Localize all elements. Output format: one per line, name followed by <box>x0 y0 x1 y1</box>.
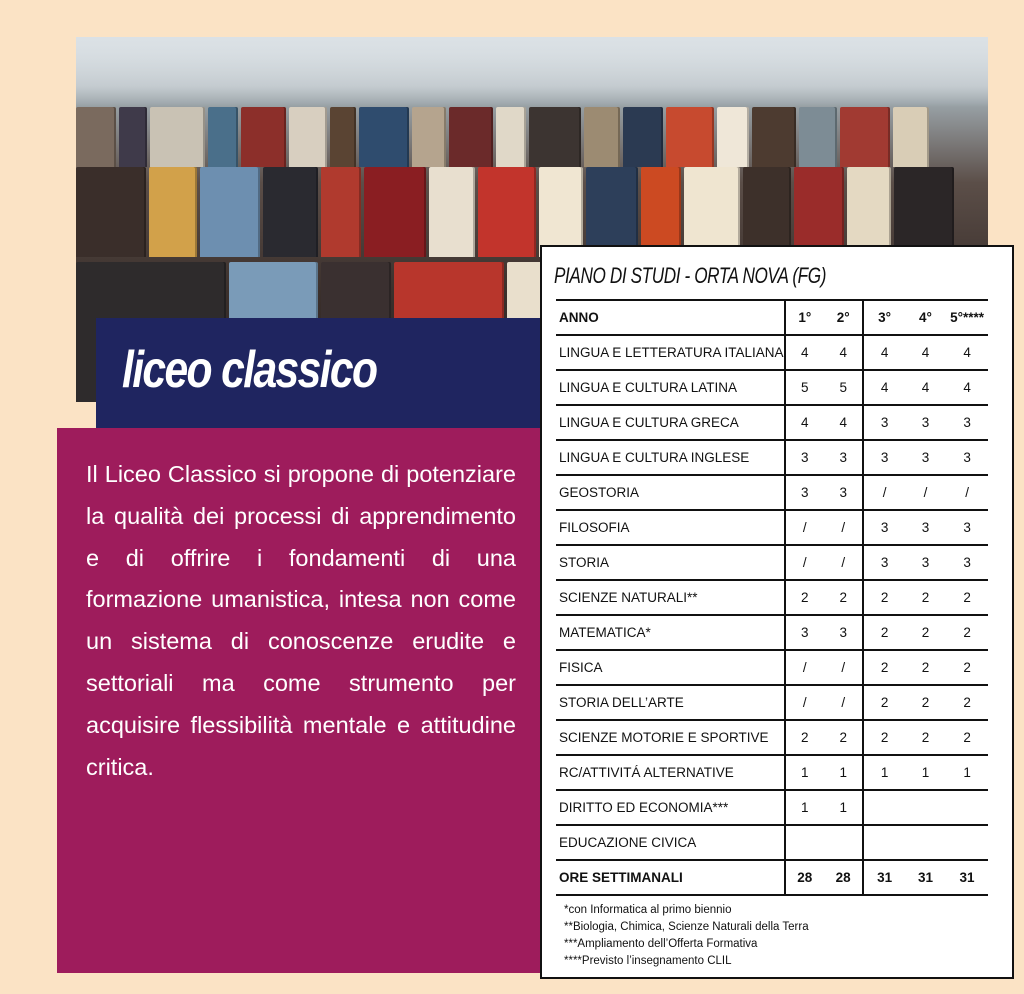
table-row <box>556 405 988 440</box>
total-cell: 31 <box>905 860 946 895</box>
subject-cell: STORIA DELL’ARTE <box>556 685 785 720</box>
total-row <box>556 860 988 895</box>
header-cell: ANNO <box>556 300 785 335</box>
total-cell: 31 <box>946 860 988 895</box>
photo-top-fade <box>76 37 988 107</box>
hours-cell: 4 <box>824 335 863 370</box>
hours-cell: 4 <box>863 370 904 405</box>
table-header-row <box>556 300 988 335</box>
table-row <box>556 440 988 475</box>
study-plan-title: PIANO DI STUDI - ORTA NOVA (FG) <box>554 263 827 288</box>
hours-cell: 2 <box>863 650 904 685</box>
subject-cell: LINGUA E CULTURA GRECA <box>556 405 785 440</box>
hours-cell: 3 <box>946 440 988 475</box>
hours-cell: 3 <box>905 440 946 475</box>
hours-cell: 1 <box>785 755 824 790</box>
header-cell: 1° <box>785 300 824 335</box>
total-cell: 31 <box>863 860 904 895</box>
table-row <box>556 615 988 650</box>
subject-cell: LINGUA E CULTURA INGLESE <box>556 440 785 475</box>
hours-cell: 3 <box>863 405 904 440</box>
hours-cell: 4 <box>946 335 988 370</box>
hours-cell: 4 <box>863 335 904 370</box>
hours-cell: 4 <box>824 405 863 440</box>
subject-cell: LINGUA E CULTURA LATINA <box>556 370 785 405</box>
table-row <box>556 335 988 370</box>
hours-cell: 2 <box>946 650 988 685</box>
hours-cell: 2 <box>785 720 824 755</box>
hours-cell: 3 <box>863 545 904 580</box>
hours-cell: 3 <box>905 405 946 440</box>
hours-cell: 1 <box>905 755 946 790</box>
description-text: Il Liceo Classico si propone di potenziare la qualità dei processi di apprendimento e di offrire i fondamenti di una formazione umanistica, intesa non come un sistema di conoscenze erudite e settoriali ma come strumento per acquisire flessibilità mentale e attitudine critica. <box>86 461 516 780</box>
hours-cell: 1 <box>863 755 904 790</box>
subject-cell: STORIA <box>556 545 785 580</box>
hours-cell: 3 <box>946 405 988 440</box>
hours-cell: 2 <box>863 720 904 755</box>
hours-cell: 2 <box>946 685 988 720</box>
study-plan-panel <box>540 245 1014 979</box>
subject-cell: FISICA <box>556 650 785 685</box>
total-label: ORE SETTIMANALI <box>556 860 785 895</box>
hours-cell: 1 <box>946 755 988 790</box>
table-row <box>556 685 988 720</box>
page-title: liceo classico <box>122 341 377 399</box>
hours-cell: 2 <box>824 580 863 615</box>
table-row <box>556 510 988 545</box>
hours-cell: / <box>824 510 863 545</box>
hours-cell: 3 <box>863 440 904 475</box>
subject-cell: EDUCAZIONE CIVICA <box>556 825 785 860</box>
hours-cell: 3 <box>905 510 946 545</box>
table-row <box>556 790 988 825</box>
hours-cell: 3 <box>946 510 988 545</box>
hours-cell: / <box>785 510 824 545</box>
hours-cell <box>946 790 988 825</box>
total-cell: 28 <box>824 860 863 895</box>
subject-cell: LINGUA E LETTERATURA ITALIANA <box>556 335 785 370</box>
table-row <box>556 825 988 860</box>
hours-cell: / <box>863 475 904 510</box>
hours-cell: 2 <box>863 580 904 615</box>
hours-cell: 4 <box>946 370 988 405</box>
hours-cell: 3 <box>905 545 946 580</box>
hours-cell: 3 <box>785 475 824 510</box>
hours-cell: 3 <box>824 475 863 510</box>
subject-cell: FILOSOFIA <box>556 510 785 545</box>
hours-cell <box>905 825 946 860</box>
hours-cell: 2 <box>824 720 863 755</box>
hours-cell <box>905 790 946 825</box>
hours-cell: 4 <box>905 335 946 370</box>
subject-cell: SCIENZE MOTORIE E SPORTIVE <box>556 720 785 755</box>
hours-cell <box>863 825 904 860</box>
subject-cell: DIRITTO ED ECONOMIA*** <box>556 790 785 825</box>
hours-cell: 4 <box>905 370 946 405</box>
hours-cell: / <box>785 545 824 580</box>
hours-cell: 3 <box>785 615 824 650</box>
hours-cell: 5 <box>785 370 824 405</box>
hours-cell: 2 <box>946 580 988 615</box>
hours-cell: 2 <box>785 580 824 615</box>
table-row <box>556 650 988 685</box>
hours-cell: 1 <box>824 755 863 790</box>
header-cell: 3° <box>863 300 904 335</box>
hours-cell: 2 <box>905 720 946 755</box>
hours-cell: / <box>905 475 946 510</box>
hours-cell: 3 <box>824 440 863 475</box>
hours-cell: 2 <box>905 650 946 685</box>
hours-cell: 4 <box>785 335 824 370</box>
hours-cell: 2 <box>863 615 904 650</box>
hours-cell <box>863 790 904 825</box>
study-plan-table <box>556 299 988 896</box>
hours-cell <box>824 825 863 860</box>
book-row <box>76 167 988 257</box>
subject-cell: SCIENZE NATURALI** <box>556 580 785 615</box>
hours-cell <box>785 825 824 860</box>
hours-cell: / <box>785 650 824 685</box>
hours-cell: 3 <box>863 510 904 545</box>
table-row <box>556 720 988 755</box>
table-row <box>556 370 988 405</box>
table-row <box>556 755 988 790</box>
hours-cell: / <box>824 650 863 685</box>
header-cell: 4° <box>905 300 946 335</box>
table-row <box>556 545 988 580</box>
hours-cell: 2 <box>905 685 946 720</box>
hours-cell: 1 <box>785 790 824 825</box>
total-cell: 28 <box>785 860 824 895</box>
table-row <box>556 580 988 615</box>
hours-cell: 2 <box>905 580 946 615</box>
header-cell: 5°**** <box>946 300 988 335</box>
subject-cell: GEOSTORIA <box>556 475 785 510</box>
hours-cell: 2 <box>946 720 988 755</box>
footnote: *con Informatica al primo biennio <box>564 904 732 916</box>
table-row <box>556 475 988 510</box>
footnote: ***Ampliamento dell’Offerta Formativa <box>564 938 758 950</box>
hours-cell: 4 <box>785 405 824 440</box>
hours-cell: / <box>946 475 988 510</box>
hours-cell: 1 <box>824 790 863 825</box>
hours-cell: / <box>785 685 824 720</box>
subject-cell: MATEMATICA* <box>556 615 785 650</box>
subject-cell: RC/ATTIVITÁ ALTERNATIVE <box>556 755 785 790</box>
hours-cell: 2 <box>863 685 904 720</box>
footnotes <box>564 902 809 970</box>
hours-cell: / <box>824 545 863 580</box>
footnote: **Biologia, Chimica, Scienze Naturali della Terra <box>564 921 809 933</box>
header-cell: 2° <box>824 300 863 335</box>
hours-cell: 3 <box>946 545 988 580</box>
hours-cell <box>946 825 988 860</box>
hours-cell: / <box>824 685 863 720</box>
hours-cell: 5 <box>824 370 863 405</box>
book-row <box>76 107 988 167</box>
hours-cell: 3 <box>785 440 824 475</box>
hours-cell: 2 <box>946 615 988 650</box>
hours-cell: 2 <box>905 615 946 650</box>
footnote: ****Previsto l’insegnamento CLIL <box>564 955 732 967</box>
hours-cell: 3 <box>824 615 863 650</box>
